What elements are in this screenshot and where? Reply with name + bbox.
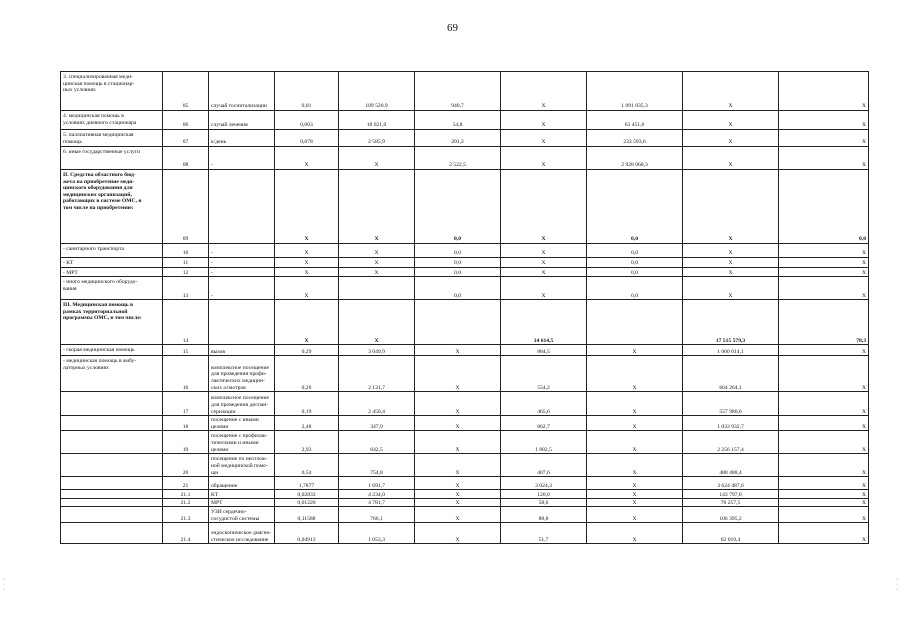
cell-c9: X xyxy=(683,244,779,258)
cell-unit: случай госпитализации xyxy=(209,72,275,111)
cell-c6: 0,0 xyxy=(415,244,501,258)
table-row xyxy=(61,507,869,523)
cell-unit: эндоскопическое диагно- стическое исследование xyxy=(209,523,275,544)
cell-unit: посещение по неотлож- ной медицинской помо- щи xyxy=(209,454,275,477)
cell-c6: X xyxy=(415,345,501,356)
cell-c9: X xyxy=(683,111,779,130)
cell-c8: X xyxy=(587,431,683,454)
table-row xyxy=(61,356,869,392)
cell-code: 21.2 xyxy=(163,499,209,507)
cell-c9: X xyxy=(683,147,779,170)
cell-code: 21 xyxy=(163,477,209,490)
cell-name: 5. паллиативная медицинская помощь xyxy=(61,130,163,147)
cell-cost: X xyxy=(339,170,415,244)
cell-c7: 862,7 xyxy=(501,416,587,431)
cell-c7: 120,0 xyxy=(501,490,587,499)
table-row xyxy=(61,431,869,454)
cell-c10: X xyxy=(779,277,869,300)
cell-c8: 0,0 xyxy=(587,267,683,277)
cell-c7: 1 882,5 xyxy=(501,431,587,454)
cell-unit: посещение с профилак- тическими и иными целями xyxy=(209,431,275,454)
cell-code: 20 xyxy=(163,454,209,477)
cell-unit: - xyxy=(209,267,275,277)
cell-unit: КТ xyxy=(209,490,275,499)
cell-c7: X xyxy=(501,111,587,130)
cell-code: 09 xyxy=(163,170,209,244)
cell-c9: X xyxy=(683,170,779,244)
cell-c6: 54,8 xyxy=(415,111,501,130)
cell-c10: X xyxy=(779,345,869,356)
cell-norm: 0,02833 xyxy=(275,490,339,499)
cell-c7: X xyxy=(501,147,587,170)
cell-c8: X xyxy=(587,490,683,499)
scan-edge-mark-right: · · · xyxy=(896,577,898,593)
cell-code: 21.4 xyxy=(163,523,209,544)
cell-c7: 14 614,5 xyxy=(501,300,587,345)
table-row xyxy=(61,345,869,356)
table-row xyxy=(61,477,869,490)
cell-c10: X xyxy=(779,111,869,130)
cell-c10: X xyxy=(779,258,869,268)
cell-c9: X xyxy=(683,277,779,300)
cell-name: III. Медицинская помощь в рамках территориальной программы ОМС, в том числе: xyxy=(61,300,163,345)
cell-code: 07 xyxy=(163,130,209,147)
cell-c9: 557 980,6 xyxy=(683,392,779,416)
table-row xyxy=(61,130,869,147)
cell-name: - санитарного транспорта xyxy=(61,244,163,258)
cell-name: 3. специализированная меди- цинская помощь в стационар- ных условиях xyxy=(61,72,163,111)
cell-name: 4. медицинская помощь в условиях дневного стационара xyxy=(61,111,163,130)
cell-c6: X xyxy=(415,477,501,490)
cell-c6: 201,2 xyxy=(415,130,501,147)
cell-norm: 2,48 xyxy=(275,416,339,431)
cell-unit: посещение с иными целями xyxy=(209,416,275,431)
cell-unit: - xyxy=(209,147,275,170)
cell-c7: X xyxy=(501,277,587,300)
table-row xyxy=(61,244,869,258)
table-row xyxy=(61,72,869,111)
cell-name xyxy=(61,499,163,507)
cell-name xyxy=(61,454,163,477)
cell-c10: X xyxy=(779,244,869,258)
cell-c8: X xyxy=(587,454,683,477)
cell-name: - иного медицинского оборудо- вания xyxy=(61,277,163,300)
cell-c8: X xyxy=(587,356,683,392)
cell-name xyxy=(61,490,163,499)
cell-c8: 0,0 xyxy=(587,170,683,244)
cell-c7: X xyxy=(501,267,587,277)
cell-c7: X xyxy=(501,170,587,244)
cell-c8: 0,0 xyxy=(587,277,683,300)
cell-norm: 1,7877 xyxy=(275,477,339,490)
cell-norm: 2,93 xyxy=(275,431,339,454)
cell-c8: 0,0 xyxy=(587,258,683,268)
table-row xyxy=(61,490,869,499)
cell-c8: 0,0 xyxy=(587,244,683,258)
cell-norm: 0,003 xyxy=(275,111,339,130)
cell-code: 16 xyxy=(163,356,209,392)
cell-cost: 1 053,3 xyxy=(339,523,415,544)
cell-norm: 0,29 xyxy=(275,345,339,356)
cell-name: - КТ xyxy=(61,258,163,268)
cell-code: 18 xyxy=(163,416,209,431)
cell-code: 13 xyxy=(163,277,209,300)
cell-cost: 3 049,9 xyxy=(339,345,415,356)
cell-c6: X xyxy=(415,356,501,392)
table-row xyxy=(61,111,869,130)
cell-code: 12 xyxy=(163,267,209,277)
cell-cost: X xyxy=(339,267,415,277)
cell-c7: 884,5 xyxy=(501,345,587,356)
cell-c8: X xyxy=(587,499,683,507)
cell-c8: X xyxy=(587,416,683,431)
cell-code: 10 xyxy=(163,244,209,258)
cell-norm: 0,01 xyxy=(275,72,339,111)
cell-c7: 88,8 xyxy=(501,507,587,523)
cell-norm: X xyxy=(275,147,339,170)
cell-unit: УЗИ сердечно- сосудистой системы xyxy=(209,507,275,523)
cell-unit xyxy=(209,170,275,244)
cell-c6: 940,7 xyxy=(415,72,501,111)
cell-c10: X xyxy=(779,490,869,499)
cell-unit: случай лечения xyxy=(209,111,275,130)
cell-norm: 0,54 xyxy=(275,454,339,477)
cell-cost xyxy=(339,277,415,300)
cell-c9: 1 060 014,1 xyxy=(683,345,779,356)
cell-norm: 0,19 xyxy=(275,392,339,416)
scan-edge-mark-left: · · · xyxy=(3,577,5,593)
cell-c9: X xyxy=(683,72,779,111)
table-body xyxy=(61,72,869,544)
cell-name xyxy=(61,416,163,431)
cell-c6: 0,0 xyxy=(415,258,501,268)
cell-cost: 1 691,7 xyxy=(339,477,415,490)
cell-c8: 1 091 835,3 xyxy=(587,72,683,111)
table-row xyxy=(61,277,869,300)
cell-c10: X xyxy=(779,130,869,147)
cell-c8: X xyxy=(587,477,683,490)
cell-cost: X xyxy=(339,300,415,345)
cell-c10: X xyxy=(779,416,869,431)
cell-name xyxy=(61,523,163,544)
cell-cost: X xyxy=(339,147,415,170)
cell-c9: 2 256 157,4 xyxy=(683,431,779,454)
cell-norm: 0,26 xyxy=(275,356,339,392)
cell-code: 17 xyxy=(163,392,209,416)
cell-c10: X xyxy=(779,454,869,477)
cell-c9: 664 264,1 xyxy=(683,356,779,392)
cell-cost: 642,5 xyxy=(339,431,415,454)
cell-cost: 347,9 xyxy=(339,416,415,431)
cell-c7: X xyxy=(501,72,587,111)
cell-name xyxy=(61,477,163,490)
cell-name: - медицинская помощь в амбу- латорных условиях xyxy=(61,356,163,392)
cell-name: - МРТ xyxy=(61,267,163,277)
table-row xyxy=(61,258,869,268)
cell-c10: X xyxy=(779,499,869,507)
cell-c7: X xyxy=(501,130,587,147)
cell-cost: 4 234,0 xyxy=(339,490,415,499)
cell-c9: 488 488,4 xyxy=(683,454,779,477)
cell-unit: обращение xyxy=(209,477,275,490)
cell-c6: X xyxy=(415,507,501,523)
cell-unit: комплексное посещение для проведения диспан- серизации xyxy=(209,392,275,416)
cell-norm: X xyxy=(275,267,339,277)
cell-c8: 63 451,6 xyxy=(587,111,683,130)
cell-c9: 1 033 932,7 xyxy=(683,416,779,431)
cell-c6: X xyxy=(415,392,501,416)
cell-c10: X xyxy=(779,477,869,490)
cell-c6: X xyxy=(415,416,501,431)
table-row xyxy=(61,416,869,431)
cell-c10: X xyxy=(779,147,869,170)
cell-c8: X xyxy=(587,523,683,544)
cell-unit: к/день xyxy=(209,130,275,147)
cell-c8: 2 928 060,3 xyxy=(587,147,683,170)
data-table-sheet xyxy=(60,71,868,544)
cell-norm: X xyxy=(275,300,339,345)
cell-norm: 0,078 xyxy=(275,130,339,147)
page-number: 69 xyxy=(447,22,458,34)
cell-c6 xyxy=(415,300,501,345)
cell-c6: X xyxy=(415,454,501,477)
cell-code: 11 xyxy=(163,258,209,268)
cell-c6: X xyxy=(415,523,501,544)
cell-code: 08 xyxy=(163,147,209,170)
cell-code: 19 xyxy=(163,431,209,454)
cell-name: 6. иные государственные услуги xyxy=(61,147,163,170)
cell-c8: X xyxy=(587,345,683,356)
cell-c10: X xyxy=(779,507,869,523)
cell-c9: 106 395,2 xyxy=(683,507,779,523)
cell-c6: X xyxy=(415,431,501,454)
cell-cost: X xyxy=(339,258,415,268)
table-row xyxy=(61,523,869,544)
cell-cost: 2 131,7 xyxy=(339,356,415,392)
cell-norm: 0,11588 xyxy=(275,507,339,523)
cell-norm: X xyxy=(275,277,339,300)
cell-norm: 0,01226 xyxy=(275,499,339,507)
cell-cost: 766,1 xyxy=(339,507,415,523)
table-row xyxy=(61,147,869,170)
cell-unit: - xyxy=(209,277,275,300)
cell-c9: X xyxy=(683,267,779,277)
cell-c6: 0,0 xyxy=(415,267,501,277)
cell-c10: X xyxy=(779,523,869,544)
cell-c6: 0,0 xyxy=(415,277,501,300)
cell-cost: 18 021,0 xyxy=(339,111,415,130)
cell-norm: X xyxy=(275,258,339,268)
cell-c9: 3 624 487,6 xyxy=(683,477,779,490)
cell-c8: 233 593,6 xyxy=(587,130,683,147)
cell-c6: X xyxy=(415,499,501,507)
cell-c9: 17 515 579,3 xyxy=(683,300,779,345)
cell-cost: 2 585,9 xyxy=(339,130,415,147)
cell-c7: X xyxy=(501,258,587,268)
cell-c10: X xyxy=(779,356,869,392)
cell-c10: X xyxy=(779,431,869,454)
cell-code: 15 xyxy=(163,345,209,356)
cell-unit: - xyxy=(209,258,275,268)
cell-cost: 109 520,9 xyxy=(339,72,415,111)
cell-norm: X xyxy=(275,244,339,258)
cell-c7: X xyxy=(501,244,587,258)
cell-c7: 407,6 xyxy=(501,454,587,477)
cell-c10: X xyxy=(779,267,869,277)
cell-code: 14 xyxy=(163,300,209,345)
cell-name xyxy=(61,392,163,416)
cell-c6: X xyxy=(415,490,501,499)
cell-unit: МРТ xyxy=(209,499,275,507)
cell-c7: 3 024,3 xyxy=(501,477,587,490)
table-row xyxy=(61,267,869,277)
cell-unit: - xyxy=(209,244,275,258)
cell-name xyxy=(61,431,163,454)
table-row xyxy=(61,392,869,416)
cell-norm: X xyxy=(275,170,339,244)
cell-code: 21.1 xyxy=(163,490,209,499)
cell-unit xyxy=(209,300,275,345)
cell-c10: 78,3 xyxy=(779,300,869,345)
cell-cost: 4 781,7 xyxy=(339,499,415,507)
cell-norm: 0,04913 xyxy=(275,523,339,544)
cell-code: 05 xyxy=(163,72,209,111)
table-row xyxy=(61,499,869,507)
cell-cost: X xyxy=(339,244,415,258)
cell-code: 06 xyxy=(163,111,209,130)
cell-c9: 70 257,5 xyxy=(683,499,779,507)
table-row xyxy=(61,170,869,244)
cell-cost: 754,8 xyxy=(339,454,415,477)
cell-c7: 58,6 xyxy=(501,499,587,507)
cell-code: 21.3 xyxy=(163,507,209,523)
cell-name xyxy=(61,507,163,523)
cell-c6: 2 522,5 xyxy=(415,147,501,170)
cell-c7: 554,2 xyxy=(501,356,587,392)
cell-c8: X xyxy=(587,507,683,523)
cell-c10: X xyxy=(779,72,869,111)
table-row xyxy=(61,300,869,345)
cell-c10: X xyxy=(779,392,869,416)
cell-unit: комплексное посещение для проведения профи- лактических медицин- ских осмотров xyxy=(209,356,275,392)
cell-c7: 51,7 xyxy=(501,523,587,544)
cell-name: II. Средства областного бюд- жета на приобретение меди- цинского оборудования для медицинских организаций, работающих в системе ОМС, в том числе на приобретение: xyxy=(61,170,163,244)
cell-c6: 0,0 xyxy=(415,170,501,244)
data-table xyxy=(60,71,869,544)
cell-name: - скорая медицинская помощь xyxy=(61,345,163,356)
cell-c9: 143 797,0 xyxy=(683,490,779,499)
cell-c9: 62 019,4 xyxy=(683,523,779,544)
cell-cost: 2 450,4 xyxy=(339,392,415,416)
cell-c9: X xyxy=(683,258,779,268)
cell-c8 xyxy=(587,300,683,345)
cell-c8: X xyxy=(587,392,683,416)
table-row xyxy=(61,454,869,477)
cell-unit: вызов xyxy=(209,345,275,356)
cell-c9: X xyxy=(683,130,779,147)
cell-c7: 465,6 xyxy=(501,392,587,416)
cell-c10: 0,0 xyxy=(779,170,869,244)
